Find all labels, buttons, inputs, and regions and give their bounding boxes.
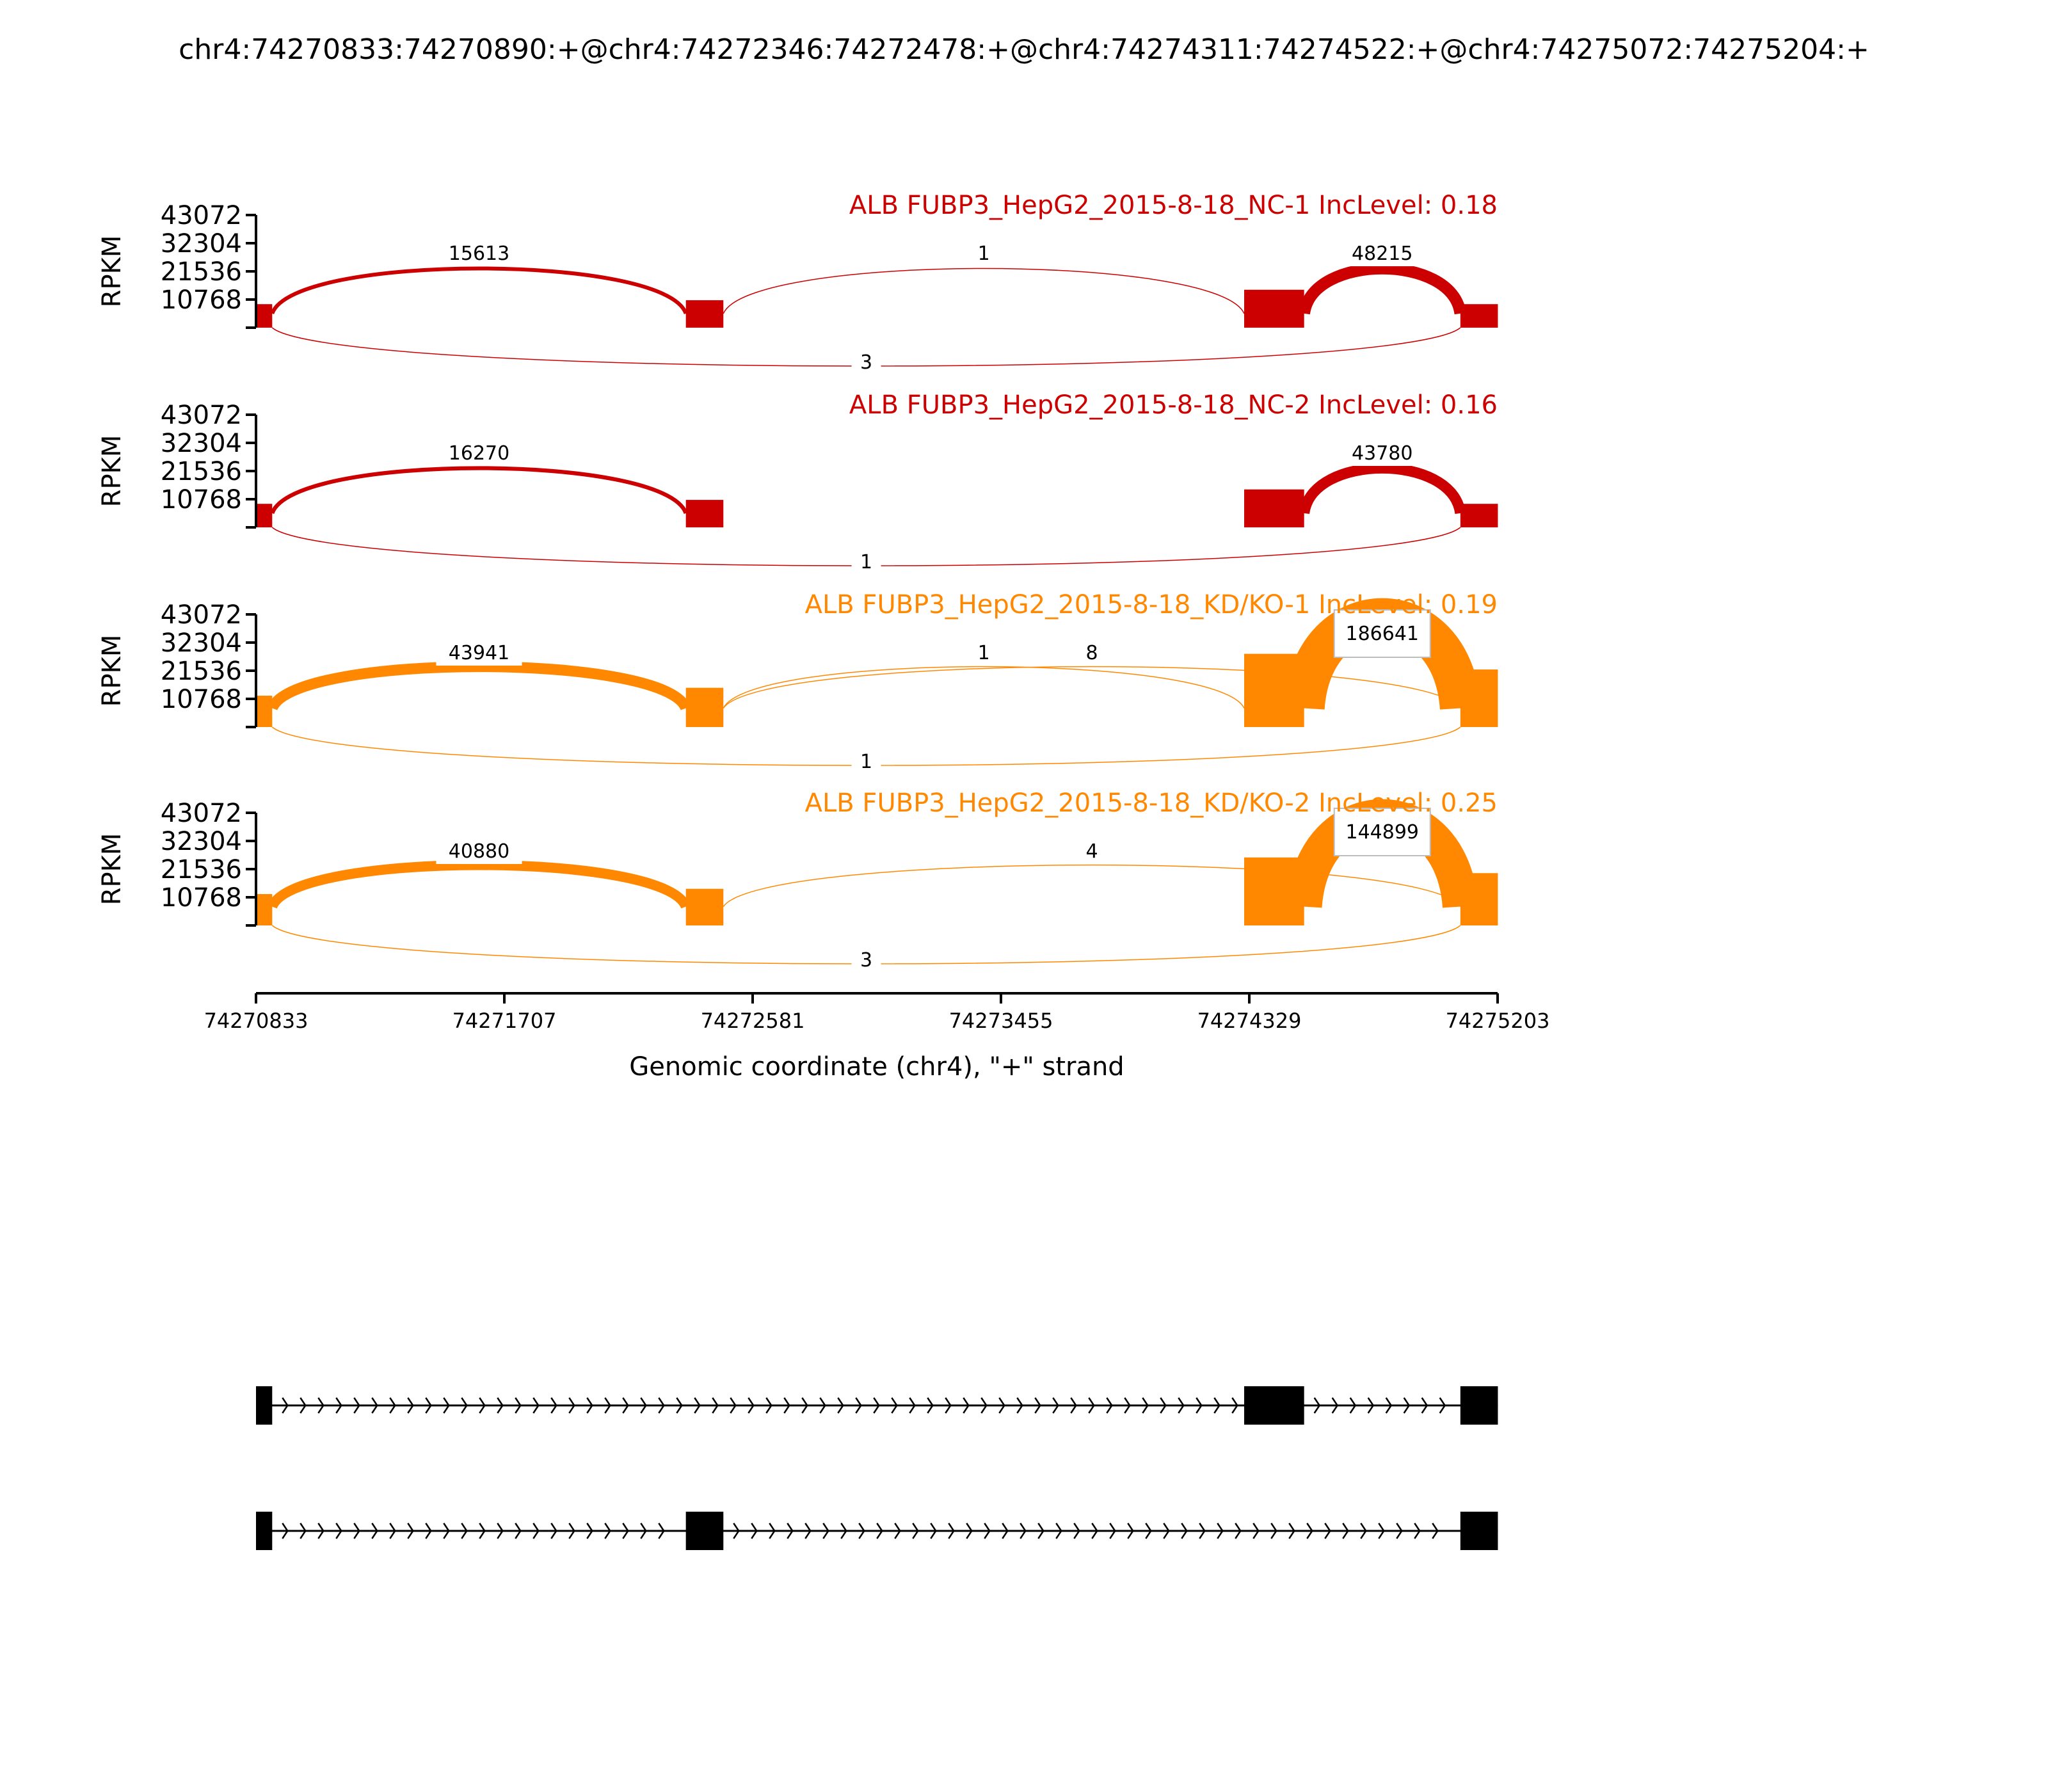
junction-count-label: 8 bbox=[1085, 642, 1098, 664]
junction-count-label: 1 bbox=[977, 243, 990, 265]
coverage-block bbox=[686, 500, 724, 527]
coverage-block bbox=[1460, 504, 1498, 527]
junction-count-label: 144899 bbox=[1345, 821, 1420, 844]
junction-count-label: 16270 bbox=[448, 442, 510, 465]
x-tick-label: 74275203 bbox=[1445, 1009, 1550, 1033]
x-tick-label: 74270833 bbox=[204, 1009, 308, 1033]
junction-count-label: 15613 bbox=[448, 243, 510, 265]
y-tick-label: 10768 bbox=[160, 485, 242, 515]
y-axis-label: RPKM bbox=[97, 435, 127, 508]
coverage-block bbox=[686, 300, 724, 328]
exon-block bbox=[1460, 1386, 1498, 1425]
exon-block bbox=[1460, 1512, 1498, 1550]
x-tick-label: 74272581 bbox=[700, 1009, 805, 1033]
coverage-block bbox=[686, 889, 724, 925]
coverage-block bbox=[1244, 490, 1304, 527]
sample-label: ALB FUBP3_HepG2_2015-8-18_NC-1 IncLevel: 0.18 bbox=[849, 191, 1498, 220]
x-tick-label: 74274329 bbox=[1197, 1009, 1302, 1033]
y-tick-label: 21536 bbox=[160, 457, 242, 486]
y-tick-label: 43072 bbox=[160, 401, 242, 430]
coverage-block bbox=[256, 304, 272, 328]
exon-block bbox=[1244, 1386, 1304, 1425]
junction-count-label: 1 bbox=[860, 551, 873, 573]
junction-count-label: 4 bbox=[1085, 840, 1098, 863]
coverage-block bbox=[1244, 290, 1304, 328]
y-tick-label: 43072 bbox=[160, 600, 242, 630]
sample-label: ALB FUBP3_HepG2_2015-8-18_KD/KO-2 IncLevel: 0.25 bbox=[804, 788, 1498, 818]
y-tick-label: 21536 bbox=[160, 855, 242, 884]
y-tick-label: 32304 bbox=[160, 429, 242, 458]
coverage-block bbox=[256, 504, 272, 527]
y-tick-label: 43072 bbox=[160, 799, 242, 828]
x-tick-label: 74271707 bbox=[452, 1009, 557, 1033]
y-axis-label: RPKM bbox=[97, 634, 127, 707]
junction-count-label: 1 bbox=[977, 642, 990, 664]
y-axis-label: RPKM bbox=[97, 833, 127, 906]
y-tick-label: 10768 bbox=[160, 285, 242, 315]
junction-count-label: 43780 bbox=[1352, 442, 1413, 465]
coverage-block bbox=[256, 894, 272, 925]
exon-block bbox=[256, 1512, 272, 1550]
junction-count-label: 3 bbox=[860, 949, 873, 972]
junction-count-label: 1 bbox=[860, 751, 873, 773]
junction-count-label: 186641 bbox=[1345, 623, 1420, 645]
chart-title: chr4:74270833:74270890:+@chr4:74272346:74272478:+@chr4:74274311:74274522:+@chr4:74275072:74275204:+ bbox=[179, 33, 1869, 66]
y-axis-label: RPKM bbox=[97, 235, 127, 308]
coverage-block bbox=[686, 688, 724, 727]
junction-count-label: 3 bbox=[860, 351, 873, 374]
y-tick-label: 43072 bbox=[160, 201, 242, 230]
y-tick-label: 21536 bbox=[160, 257, 242, 287]
x-axis-label: Genomic coordinate (chr4), "+" strand bbox=[629, 1052, 1124, 1082]
coverage-block bbox=[256, 696, 272, 727]
junction-count-label: 40880 bbox=[448, 840, 510, 863]
junction-count-label: 48215 bbox=[1352, 243, 1413, 265]
y-tick-label: 21536 bbox=[160, 657, 242, 686]
exon-block bbox=[256, 1386, 272, 1425]
x-tick-label: 74273455 bbox=[948, 1009, 1053, 1033]
y-tick-label: 32304 bbox=[160, 628, 242, 658]
y-tick-label: 10768 bbox=[160, 685, 242, 714]
y-tick-label: 32304 bbox=[160, 229, 242, 259]
coverage-block bbox=[1460, 304, 1498, 328]
y-tick-label: 32304 bbox=[160, 827, 242, 856]
sample-label: ALB FUBP3_HepG2_2015-8-18_KD/KO-1 IncLevel: 0.19 bbox=[804, 590, 1498, 620]
exon-block bbox=[686, 1512, 724, 1550]
junction-count-label: 43941 bbox=[448, 642, 510, 664]
y-tick-label: 10768 bbox=[160, 883, 242, 913]
sample-label: ALB FUBP3_HepG2_2015-8-18_NC-2 IncLevel: 0.16 bbox=[849, 390, 1498, 420]
